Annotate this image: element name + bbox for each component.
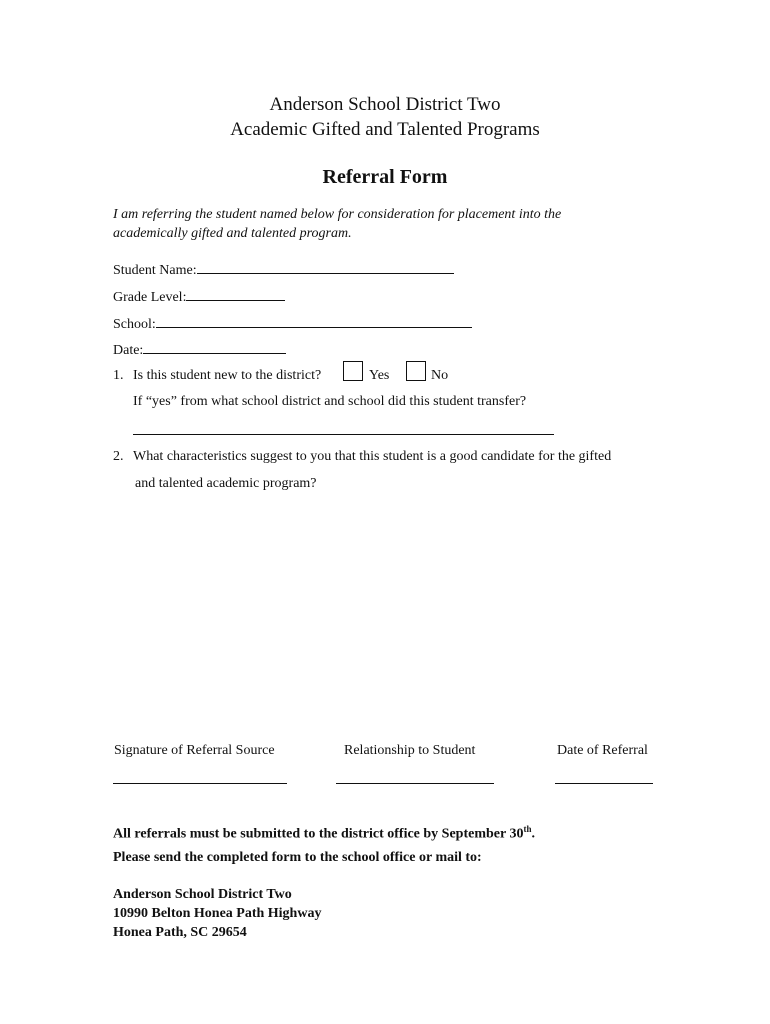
- no-label: No: [431, 368, 449, 383]
- student-name-label: Student Name:: [113, 263, 197, 278]
- q2-line-2: and talented academic program?: [135, 476, 317, 491]
- student-name-field: [113, 261, 454, 279]
- deadline-notice: [113, 824, 535, 843]
- characteristics-answer-area[interactable]: [113, 500, 653, 720]
- signature-label: Signature of Referral Source: [114, 743, 275, 758]
- address-line-3: Honea Path, SC 29654: [113, 925, 247, 940]
- intro-line-2: academically gifted and talented program.: [113, 226, 352, 241]
- q1-followup: If “yes” from what school district and school did this student transfer?: [133, 394, 527, 409]
- yes-checkbox[interactable]: [343, 361, 363, 381]
- grade-level-label: Grade Level:: [113, 290, 187, 305]
- send-instructions: Please send the completed form to the school office or mail to:: [113, 850, 482, 865]
- q1-text: Is this student new to the district?: [133, 368, 322, 383]
- address-line-1: Anderson School District Two: [113, 887, 292, 902]
- grade-level-line[interactable]: [186, 288, 285, 301]
- school-line[interactable]: [156, 315, 472, 328]
- district-name: Anderson School District Two: [269, 94, 501, 115]
- deadline-superscript: th: [523, 824, 532, 834]
- signature-line[interactable]: [113, 783, 287, 784]
- student-name-line[interactable]: [197, 261, 454, 274]
- intro-line-1: I am referring the student named below for consideration for placement into the: [113, 207, 562, 222]
- deadline-text: All referrals must be submitted to the district office by September 30: [113, 826, 524, 842]
- date-label: Date:: [113, 343, 144, 358]
- deadline-period: .: [531, 826, 535, 842]
- relationship-line[interactable]: [336, 783, 494, 784]
- address-line-2: 10990 Belton Honea Path Highway: [113, 906, 322, 921]
- relationship-label: Relationship to Student: [344, 743, 476, 758]
- yes-label: Yes: [369, 368, 390, 383]
- grade-level-field: [113, 288, 285, 306]
- date-line[interactable]: [143, 341, 286, 354]
- school-label: School:: [113, 317, 156, 332]
- q1-number: 1.: [113, 368, 124, 383]
- no-checkbox[interactable]: [406, 361, 426, 381]
- date-field: [113, 341, 286, 359]
- transfer-school-line[interactable]: [133, 434, 554, 435]
- program-name: Academic Gifted and Talented Programs: [230, 119, 540, 140]
- form-title: Referral Form: [322, 166, 448, 188]
- date-of-referral-line[interactable]: [555, 783, 653, 784]
- q2-line-1: What characteristics suggest to you that this student is a good candidate for the gifted: [133, 449, 612, 464]
- school-field: [113, 315, 472, 333]
- date-of-referral-label: Date of Referral: [557, 743, 648, 758]
- q2-number: 2.: [113, 449, 124, 464]
